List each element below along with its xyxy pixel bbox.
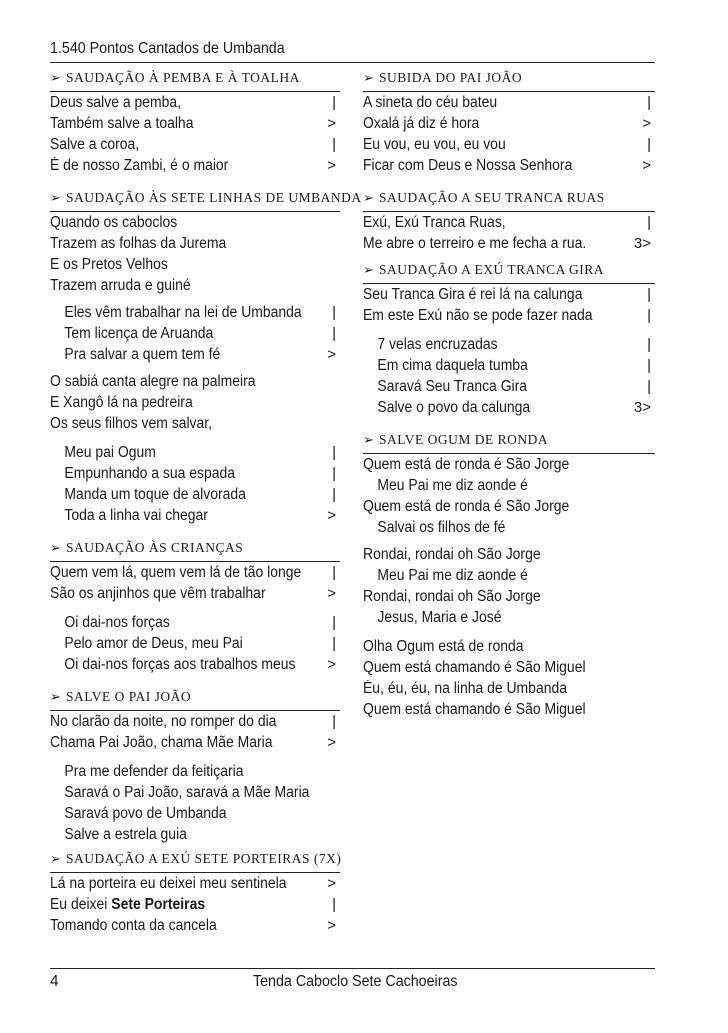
repeat-marker: | bbox=[647, 307, 651, 324]
section-heading bbox=[50, 689, 340, 711]
section-heading-text: SAUDAÇÃO ÀS CRIANÇAS bbox=[66, 540, 244, 555]
stanza bbox=[50, 711, 340, 753]
verse-text: Eles vêm trabalhar na lei de Umbanda bbox=[64, 304, 302, 321]
stanza bbox=[50, 371, 340, 434]
verse-line bbox=[363, 233, 655, 254]
verse-text: Quem está de ronda é São Jorge bbox=[363, 456, 570, 473]
verse-line bbox=[50, 633, 340, 654]
repeat-marker: | bbox=[332, 635, 336, 652]
verse-text: Salve o povo da calunga bbox=[377, 399, 531, 416]
verse-line bbox=[363, 586, 655, 607]
arrow-bullet-icon: ➢ bbox=[363, 71, 375, 86]
stanza bbox=[363, 544, 655, 628]
verse-line bbox=[363, 517, 655, 538]
verse-line bbox=[50, 803, 340, 824]
section-heading-text: SUBIDA DO PAI JOÃO bbox=[379, 70, 523, 85]
repeat-marker: > bbox=[327, 115, 336, 132]
verse-text: Manda um toque de alvorada bbox=[64, 486, 246, 503]
verse-text: Exú, Exú Tranca Ruas, bbox=[363, 214, 506, 231]
verse-text: E Xangô lá na pedreira bbox=[50, 394, 193, 411]
verse-line bbox=[363, 565, 655, 586]
verse-text: O sabiá canta alegre na palmeira bbox=[50, 373, 256, 390]
verse-text: Rondai, rondai oh São Jorge bbox=[363, 588, 541, 605]
verse-line bbox=[363, 355, 655, 376]
header-rule bbox=[50, 62, 655, 63]
section-heading-text: SAUDAÇÃO À PEMBA E À TOALHA bbox=[66, 70, 300, 85]
verse-line: Lá na porteira eu deixei meu sentinela > bbox=[50, 875, 336, 892]
verse-text: Quem está de ronda é São Jorge bbox=[363, 498, 570, 515]
verse-line bbox=[363, 284, 655, 305]
verse-line bbox=[363, 397, 655, 418]
verse-text: Em cima daquela tumba bbox=[377, 357, 528, 374]
arrow-bullet-icon: ➢ bbox=[363, 191, 375, 206]
repeat-marker: | bbox=[332, 444, 336, 461]
section-heading-text: SAUDAÇÃO A EXÚ SETE PORTEIRAS (7X) bbox=[66, 851, 342, 866]
verse-text: Meu Pai me diz aonde é bbox=[377, 477, 528, 494]
page-number: 4 bbox=[50, 973, 59, 990]
arrow-bullet-icon: ➢ bbox=[363, 433, 375, 448]
verse-line bbox=[50, 612, 340, 633]
stanza bbox=[50, 302, 340, 365]
verse-text: Quando os caboclos bbox=[50, 214, 178, 231]
section-salve-pai-joao bbox=[50, 689, 340, 845]
verse-line bbox=[50, 442, 340, 463]
verse-text: A sineta do céu bateu bbox=[363, 94, 498, 111]
stanza bbox=[50, 92, 340, 176]
verse-text: Saravá o Pai João, saravá a Mãe Maria bbox=[64, 784, 310, 801]
verse-text: Oi dai-nos forças aos trabalhos meus bbox=[64, 656, 296, 673]
verse-line bbox=[50, 782, 340, 803]
verse-text: Os seus filhos vem salvar, bbox=[50, 415, 213, 432]
stanza bbox=[50, 442, 340, 526]
verse-text: São os anjinhos que vêm trabalhar bbox=[50, 585, 266, 602]
repeat-marker: | bbox=[647, 286, 651, 303]
repeat-marker: | bbox=[332, 486, 336, 503]
verse-line bbox=[50, 654, 340, 675]
section-heading bbox=[363, 70, 655, 92]
verse-text: Deus salve a pemba, bbox=[50, 94, 182, 111]
section-heading bbox=[50, 851, 340, 873]
repeat-marker: | bbox=[332, 713, 336, 730]
verse-text: Jesus, Maria e José bbox=[377, 609, 502, 626]
section-subida-pai-joao bbox=[363, 70, 655, 176]
verse-line bbox=[363, 475, 655, 496]
repeat-marker: 3> bbox=[633, 235, 651, 252]
repeat-marker: | bbox=[647, 214, 651, 231]
verse-line bbox=[50, 254, 340, 275]
verse-line bbox=[363, 496, 655, 517]
verse-line bbox=[50, 371, 340, 392]
verse-line bbox=[50, 732, 340, 753]
verse-text: E os Pretos Velhos bbox=[50, 256, 168, 273]
verse-line bbox=[50, 323, 340, 344]
verse-text: Quem vem lá, quem vem lá de tão longe bbox=[50, 564, 302, 581]
arrow-bullet-icon: ➢ bbox=[50, 191, 62, 206]
verse-text: 7 velas encruzadas bbox=[377, 336, 498, 353]
verse-text: Trazem arruda e guiné bbox=[50, 277, 191, 294]
repeat-marker: | bbox=[332, 614, 336, 631]
section-heading-text: SALVE OGUM DE RONDA bbox=[379, 432, 549, 447]
stanza bbox=[50, 761, 340, 845]
verse-line bbox=[363, 212, 655, 233]
verse-line bbox=[363, 155, 655, 176]
verse-text: Salvai os filhos de fé bbox=[377, 519, 506, 536]
section-tranca-gira bbox=[363, 262, 655, 418]
verse-text: Quem está chamando é São Miguel bbox=[363, 701, 586, 718]
repeat-marker: > bbox=[327, 734, 336, 751]
verse-text: Éu, éu, éu, na linha de Umbanda bbox=[363, 680, 567, 697]
repeat-marker: > bbox=[642, 115, 651, 132]
verse-line bbox=[363, 544, 655, 565]
repeat-marker: | bbox=[332, 325, 336, 342]
verse-line bbox=[363, 636, 655, 657]
verse-line bbox=[363, 657, 655, 678]
stanza bbox=[363, 284, 655, 326]
verse-line bbox=[50, 413, 340, 434]
section-heading bbox=[363, 190, 655, 212]
verse-text: Quem está chamando é São Miguel bbox=[363, 659, 586, 676]
footer-rule bbox=[50, 968, 655, 969]
section-heading-text: SAUDAÇÃO ÀS SETE LINHAS DE UMBANDA bbox=[66, 190, 362, 205]
section-heading-text: SALVE O PAI JOÃO bbox=[66, 689, 192, 704]
repeat-marker: | bbox=[647, 378, 651, 395]
verse-line bbox=[363, 454, 655, 475]
repeat-marker: | bbox=[647, 357, 651, 374]
section-heading bbox=[50, 540, 340, 562]
arrow-bullet-icon: ➢ bbox=[50, 71, 62, 86]
verse-line bbox=[50, 463, 340, 484]
verse-text: Toda a linha vai chegar bbox=[64, 507, 208, 524]
repeat-marker: | bbox=[332, 465, 336, 482]
stanza bbox=[50, 562, 340, 604]
repeat-marker: | bbox=[332, 564, 336, 581]
repeat-marker: 3> bbox=[633, 399, 651, 416]
verse-text: Tem licença de Aruanda bbox=[64, 325, 214, 342]
verse-line bbox=[363, 678, 655, 699]
repeat-marker: | bbox=[332, 304, 336, 321]
repeat-marker: > bbox=[327, 157, 336, 174]
verse-line bbox=[363, 113, 655, 134]
verse-line bbox=[50, 562, 340, 583]
footer-title: Tenda Caboclo Sete Cachoeiras bbox=[253, 973, 458, 990]
arrow-bullet-icon: ➢ bbox=[50, 852, 62, 867]
verse-text: Saravá Seu Tranca Gira bbox=[377, 378, 528, 395]
verse-line bbox=[50, 824, 340, 845]
section-heading bbox=[50, 190, 362, 212]
verse-text: Oi dai-nos forças bbox=[64, 614, 170, 631]
section-heading-text: SAUDAÇÃO A SEU TRANCA RUAS bbox=[379, 190, 605, 205]
repeat-marker: | bbox=[647, 336, 651, 353]
section-saudacao-pemba bbox=[50, 70, 340, 176]
repeat-marker: | bbox=[647, 94, 651, 111]
verse-text: Salve a coroa, bbox=[50, 136, 140, 153]
section-criancas bbox=[50, 540, 340, 675]
stanza bbox=[363, 92, 655, 176]
section-heading bbox=[50, 70, 340, 92]
bold-name: Sete Porteiras bbox=[111, 896, 206, 913]
verse-text: Pra me defender da feitiçaria bbox=[64, 763, 244, 780]
verse-line bbox=[50, 505, 340, 526]
left-column bbox=[50, 70, 362, 936]
section-heading-text: SAUDAÇÃO A EXÚ TRANCA GIRA bbox=[379, 262, 605, 277]
repeat-marker: | bbox=[332, 136, 336, 153]
verse-line: Tomando conta da cancela > bbox=[50, 917, 336, 934]
stanza bbox=[363, 334, 655, 418]
verse-line bbox=[50, 155, 340, 176]
arrow-bullet-icon: ➢ bbox=[50, 690, 62, 705]
verse-line bbox=[363, 607, 655, 628]
verse-line bbox=[50, 113, 340, 134]
section-ogum-de-ronda bbox=[363, 432, 655, 720]
verse-line bbox=[50, 484, 340, 505]
verse-text: Saravá povo de Umbanda bbox=[64, 805, 227, 822]
repeat-marker: > bbox=[327, 507, 336, 524]
verse-text: Meu pai Ogum bbox=[64, 444, 156, 461]
running-header-title: 1.540 Pontos Cantados de Umbanda bbox=[50, 40, 285, 57]
stanza bbox=[50, 212, 340, 296]
section-heading bbox=[363, 262, 655, 284]
verse-line bbox=[363, 334, 655, 355]
verse-text: Trazem as folhas da Jurema bbox=[50, 235, 227, 252]
arrow-bullet-icon: ➢ bbox=[363, 263, 375, 278]
verse-text: Rondai, rondai oh São Jorge bbox=[363, 546, 541, 563]
verse-line bbox=[50, 344, 340, 365]
arrow-bullet-icon: ➢ bbox=[50, 541, 62, 556]
repeat-marker: > bbox=[327, 656, 336, 673]
verse-line bbox=[50, 392, 340, 413]
verse-text: Meu Pai me diz aonde é bbox=[377, 567, 528, 584]
verse-text: Seu Tranca Gira é rei lá na calunga bbox=[363, 286, 583, 303]
verse-text: Pra salvar a quem tem fé bbox=[64, 346, 221, 363]
repeat-marker: | bbox=[647, 136, 651, 153]
verse-line bbox=[363, 305, 655, 326]
verse-text: Olha Ogum está de ronda bbox=[363, 638, 524, 655]
verse-line bbox=[50, 212, 340, 233]
verse-text: Eu vou, eu vou, eu vou bbox=[363, 136, 506, 153]
stanza bbox=[363, 212, 655, 254]
verse-line: Eu deixei Sete Porteiras | bbox=[50, 896, 336, 913]
verse-text: Chama Pai João, chama Mãe Maria bbox=[50, 734, 273, 751]
section-exu-sete-porteiras bbox=[50, 851, 340, 936]
section-tranca-ruas bbox=[363, 190, 655, 254]
verse-text: Me abre o terreiro e me fecha a rua. bbox=[363, 235, 587, 252]
repeat-marker: > bbox=[642, 157, 651, 174]
verse-line bbox=[363, 92, 655, 113]
verse-text: No clarão da noite, no romper do dia bbox=[50, 713, 277, 730]
verse-text: Empunhando a sua espada bbox=[64, 465, 236, 482]
stanza bbox=[363, 636, 655, 720]
verse-text: Ficar com Deus e Nossa Senhora bbox=[363, 157, 573, 174]
stanza bbox=[50, 612, 340, 675]
verse-line bbox=[50, 275, 340, 296]
repeat-marker: > bbox=[327, 346, 336, 363]
stanza bbox=[363, 454, 655, 538]
verse-line bbox=[50, 134, 340, 155]
repeat-marker: > bbox=[327, 585, 336, 602]
verse-line bbox=[50, 711, 340, 732]
verse-line bbox=[363, 376, 655, 397]
verse-text: Em este Exú não se pode fazer nada bbox=[363, 307, 593, 324]
verse-line bbox=[363, 134, 655, 155]
verse-text: Também salve a toalha bbox=[50, 115, 194, 132]
section-heading bbox=[363, 432, 655, 454]
verse-text: Pelo amor de Deus, meu Pai bbox=[64, 635, 243, 652]
verse-line bbox=[50, 583, 340, 604]
verse-line bbox=[363, 699, 655, 720]
verse-line bbox=[50, 302, 340, 323]
verse-text: Oxalá já diz é hora bbox=[363, 115, 480, 132]
verse-line bbox=[50, 761, 340, 782]
section-sete-linhas bbox=[50, 190, 362, 526]
right-column bbox=[363, 70, 655, 720]
verse-line bbox=[50, 92, 340, 113]
verse-text: É de nosso Zambi, é o maior bbox=[50, 157, 229, 174]
verse-text: Salve a estrela guia bbox=[64, 826, 187, 843]
verse-line bbox=[50, 233, 340, 254]
repeat-marker: | bbox=[332, 94, 336, 111]
